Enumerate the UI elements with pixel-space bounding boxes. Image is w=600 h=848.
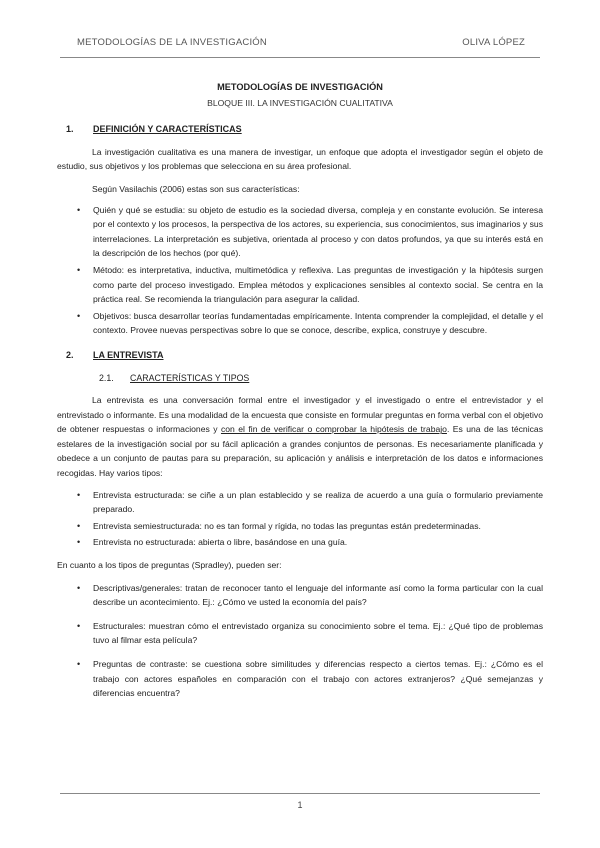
footer-divider: [60, 793, 540, 794]
section-1-paragraph: La investigación cualitativa es una manera de investigar, un enfoque que adopta el investigador según el objeto de estudio, sus objetivos y los problemas que selecciona en su área profesional.: [57, 146, 543, 172]
question-types-list: [57, 581, 543, 701]
document-subtitle: BLOQUE III. LA INVESTIGACIÓN CUALITATIVA: [207, 97, 393, 108]
interview-types-list: [57, 488, 543, 550]
header-left-title: METODOLOGÍAS DE LA INVESTIGACIÓN: [77, 37, 267, 48]
page-number: 1: [297, 800, 303, 810]
list-item: • Descriptivas/generales: tratan de reconocer tanto el lenguaje del informante así como la forma particular con la cual describe un acontecimiento. Ej.: ¿Cómo ve usted la economía del país?: [57, 581, 543, 610]
list-item: • Entrevista no estructurada: abierta o libre, basándose en una guía.: [57, 535, 543, 550]
section-2-title: LA ENTREVISTA: [93, 349, 164, 360]
interview-paragraph: [57, 393, 543, 481]
interview-text-a: La entrevista es una conversación formal entre el investigador y el investigado o entre el entrevistador y el entrevistado o informante. Es una modalidad de la encuesta que consiste en formular preguntas en forma verbal con el objetivo de obtener respuestas o informaciones y: [57, 395, 543, 435]
section-1-number: 1.: [66, 124, 74, 135]
list-item: • Método: es interpretativa, inductiva, multimetódica y reflexiva. Las preguntas de investigación y la hipótesis surgen como parte del proceso investigado. Emplea métodos y explicaciones sensibles al contexto social. Se centra en la práctica real. Se recomienda la triangulación para asegurar la calidad.: [57, 263, 543, 307]
subsection-2-1-heading: [57, 371, 543, 386]
list-item: • Objetivos: busca desarrollar teorías fundamentadas empíricamente. Intenta comprender la complejidad, el detalle y el contexto. Provee nuevas perspectivas sobre lo que se conoce, describe, explica, construye y descubre.: [57, 309, 543, 338]
section-2-number: 2.: [66, 349, 74, 360]
list-item: • Entrevista estructurada: se ciñe a un plan establecido y se realiza de acuerdo a una guía o formulario previamente preparado.: [57, 488, 543, 517]
question-types-intro: En cuanto a los tipos de preguntas (Spradley), pueden ser:: [57, 560, 282, 571]
interview-text-b: . Es una de las técnicas estelares de la investigación social por su fácil aplicación a grandes conjuntos de personas. Es necesariamente planificada y obedece a un conjunto de pautas para su preparación, su aplicación y análisis e interpretación de los datos e informaciones recogidas. Hay varios tipos:: [57, 424, 543, 479]
header-author: OLIVA LÓPEZ: [462, 37, 525, 48]
page-header: [75, 37, 525, 51]
section-1-heading: [57, 122, 543, 137]
section-1-title: DEFINICIÓN Y CARACTERÍSTICAS: [93, 124, 242, 135]
list-item: • Estructurales: muestran cómo el entrevistado organiza su conocimiento sobre el tema. Ej.: ¿Qué tipo de problemas tuvo al filmar esta película?: [57, 619, 543, 648]
subsection-2-1-number: 2.1.: [99, 372, 114, 383]
characteristics-list: [57, 203, 543, 338]
list-item: • Quién y qué se estudia: su objeto de estudio es la sociedad diversa, compleja y en constante evolución. Se interesa por el contexto y los procesos, la perspectiva de los actores, su experiencia, sus conocimientos, sus imaginarios y sus interrelaciones. La interpretación es subjetiva, orientada al proceso y con datos profundos, ya que su interés está en la descripción de los hechos (por qué).: [57, 203, 543, 261]
list-item: • Entrevista semiestructurada: no es tan formal y rígida, no todas las preguntas están predeterminadas.: [57, 519, 543, 534]
list-item: • Preguntas de contraste: se cuestiona sobre similitudes y diferencias respecto a ciertos temas. Ej.: ¿Cómo es el trabajo con actores españoles en comparación con el trabajo con actores extranjeros? ¿Qué semejanzas y diferencias encuentra?: [57, 657, 543, 701]
interview-text-underlined: con el fin de verificar o comprobar la hipótesis de trabajo: [220, 424, 447, 435]
header-divider: [60, 57, 540, 58]
page-body: [57, 80, 543, 710]
subsection-2-1-title: CARACTERÍSTICAS Y TIPOS: [130, 372, 250, 383]
document-title: METODOLOGÍAS DE INVESTIGACIÓN: [217, 82, 383, 92]
section-1-intro: Según Vasilachis (2006) estas son sus características:: [92, 183, 300, 194]
section-2-heading: [57, 348, 543, 363]
